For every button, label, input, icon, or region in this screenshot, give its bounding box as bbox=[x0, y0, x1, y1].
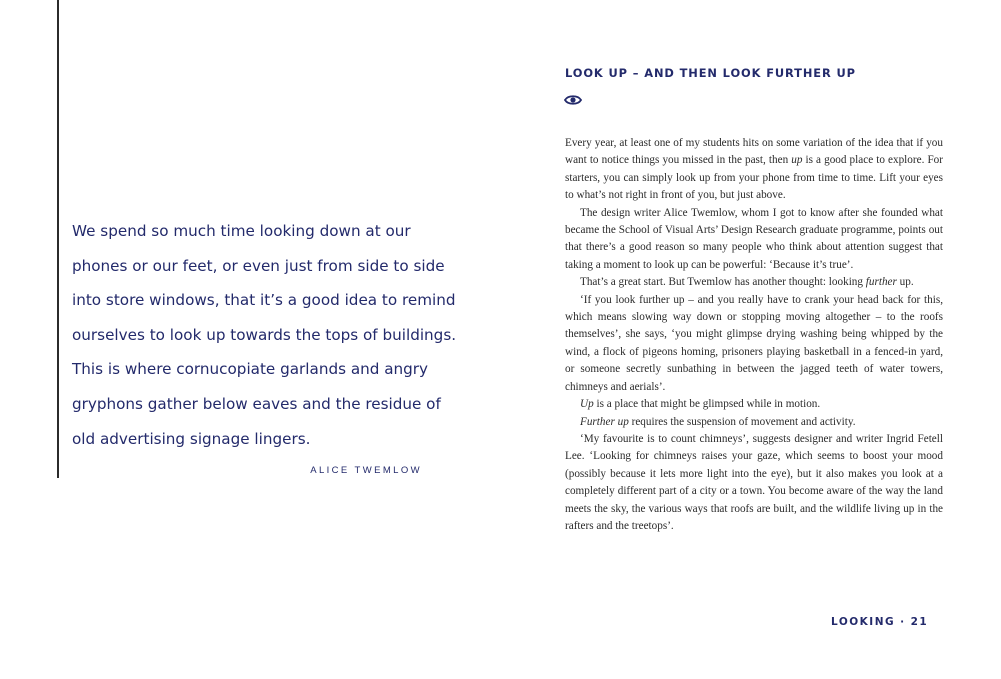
body-paragraph: Up is a place that might be glimpsed while in motion. bbox=[580, 398, 821, 411]
running-footer bbox=[831, 616, 928, 628]
footer-separator: · bbox=[900, 616, 906, 628]
margin-rule bbox=[57, 0, 59, 478]
pull-quote bbox=[72, 214, 457, 456]
pull-quote-line: into store windows, that it’s a good idea to remind bbox=[72, 291, 456, 310]
pull-quote-line: phones or our feet, or even just from side to side bbox=[72, 256, 445, 275]
body-paragraph: Further up requires the suspension of movement and activity. bbox=[580, 415, 856, 428]
body-paragraph: ‘If you look further up – and you really have to crank your head back for this, which means slowing way down or stopping moving altogether – to the roofs themselves’, she says, ‘you might glimpse drying washing being whipped by the wind, a flock of pigeons homing, prisoners playing basketball in a fenced-in yard, or someone secretly sunbathing in between the jagged teeth of water towers, chimneys and aerials’. bbox=[565, 293, 943, 393]
pull-quote-line: old advertising signage lingers. bbox=[72, 429, 311, 448]
eye-icon bbox=[564, 94, 582, 106]
page-number: 21 bbox=[910, 616, 929, 628]
body-paragraph: ‘My favourite is to count chimneys’, suggests designer and writer Ingrid Fetell Lee. ‘Looking for chimneys raises your gaze, which seems to boost your mood (possibly because it lets more light into the eye), but it also makes you look at a completely different part of a city or a town. You become aware of the way the land meets the sky, the various ways that roofs are built, and the wildlife living up in the rafters and the treetops’. bbox=[565, 432, 943, 532]
pull-quote-line: This is where cornucopiate garlands and angry bbox=[72, 360, 429, 379]
quote-attribution: ALICE TWEMLOW bbox=[310, 465, 422, 476]
body-paragraph: The design writer Alice Twemlow, whom I got to know after she founded what became the School of Visual Arts’ Design Research graduate programme, points out that there’s a good reason so many people who think about attention suggest that taking a moment to look up can be powerful: ‘Because it’s true’. bbox=[565, 206, 943, 271]
section-heading: LOOK UP – AND THEN LOOK FURTHER UP bbox=[565, 66, 856, 80]
footer-section-title: LOOKING bbox=[831, 616, 896, 628]
body-paragraph: That’s a great start. But Twemlow has another thought: looking further up. bbox=[580, 276, 914, 289]
pull-quote-line: We spend so much time looking down at our bbox=[72, 222, 411, 240]
body-paragraph: Every year, at least one of my students hits on some variation of the idea that if you want to notice things you missed in the past, then up is a good place to explore. For starters, you can simply look up from your phone from time to time. Lift your eyes to what’s not right in front of you, but just above. bbox=[565, 137, 943, 202]
pull-quote-line: ourselves to look up towards the tops of buildings. bbox=[72, 325, 457, 344]
pull-quote-line: gryphons gather below eaves and the residue of bbox=[72, 394, 441, 413]
body-text bbox=[565, 135, 943, 535]
